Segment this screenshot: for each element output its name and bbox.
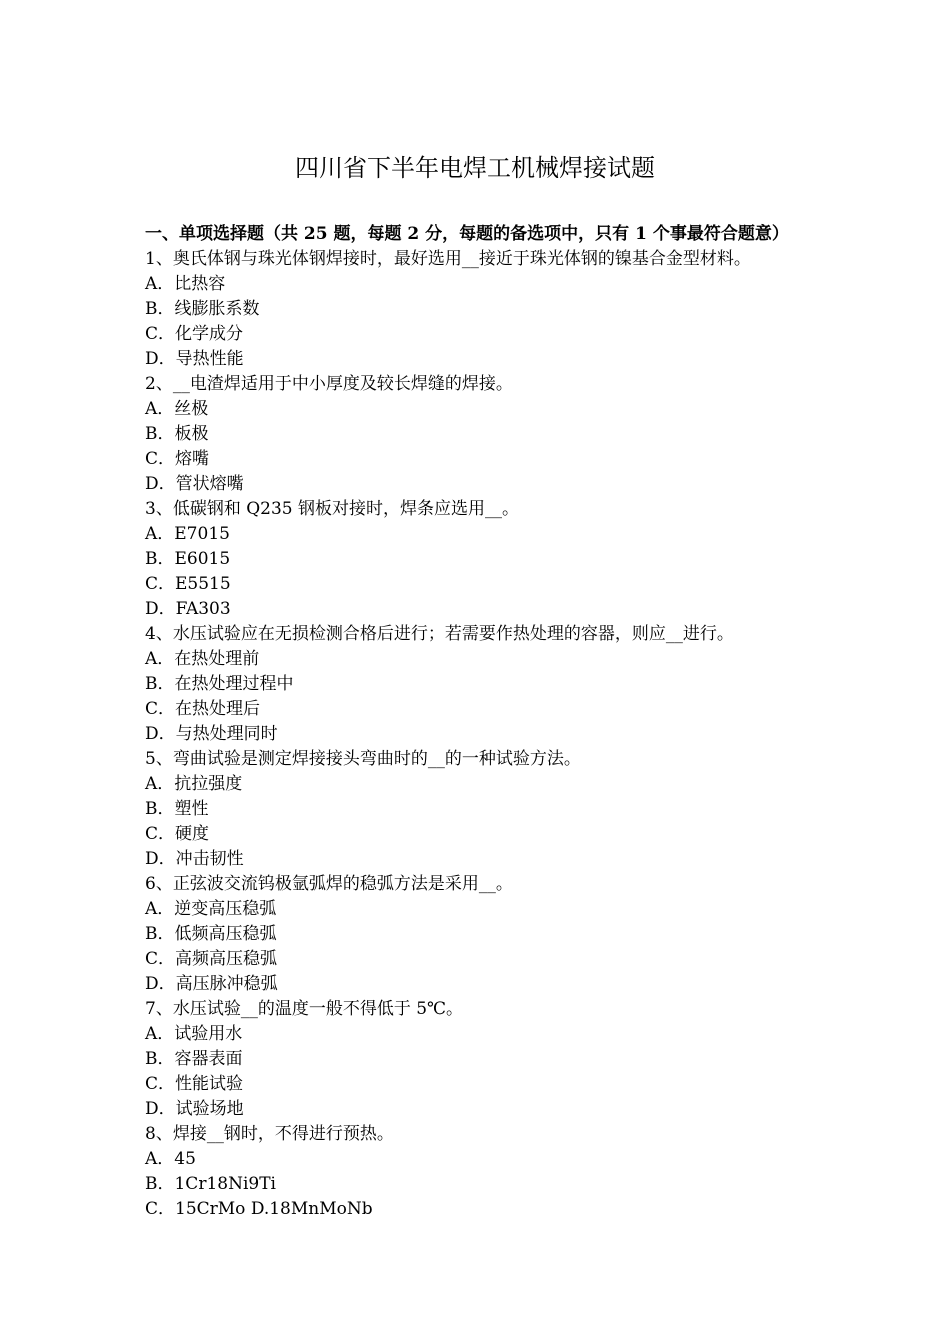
question-2: 2、__电渣焊适用于中小厚度及较长焊缝的焊接。 xyxy=(145,374,513,394)
option-6-b: B．低频高压稳弧 xyxy=(145,924,277,944)
question-list xyxy=(145,247,865,1222)
option-2-c: C．熔嘴 xyxy=(145,449,210,469)
option-4-d: D．与热处理同时 xyxy=(145,724,278,744)
option-3-a: A．E7015 xyxy=(145,524,230,544)
option-5-c: C．硬度 xyxy=(145,824,210,844)
question-3: 3、低碳钢和 Q235 钢板对接时，焊条应选用__。 xyxy=(145,499,520,519)
option-3-d: D．FA303 xyxy=(145,599,231,619)
option-3-c: C．E5515 xyxy=(145,574,231,594)
option-7-a: A．试验用水 xyxy=(145,1024,243,1044)
question-4: 4、水压试验应在无损检测合格后进行；若需要作热处理的容器，则应__进行。 xyxy=(145,624,734,644)
question-8: 8、焊接__钢时，不得进行预热。 xyxy=(145,1124,394,1144)
option-6-d: D．高压脉冲稳弧 xyxy=(145,974,278,994)
option-6-c: C．高频高压稳弧 xyxy=(145,949,278,969)
option-4-c: C．在热处理后 xyxy=(145,699,261,719)
question-6: 6、正弦波交流钨极氩弧焊的稳弧方法是采用__。 xyxy=(145,874,513,894)
option-5-a: A．抗拉强度 xyxy=(145,774,243,794)
option-3-b: B．E6015 xyxy=(145,549,231,569)
option-1-d: D．导热性能 xyxy=(145,349,244,369)
option-1-c: C．化学成分 xyxy=(145,324,244,344)
option-4-a: A．在热处理前 xyxy=(145,649,260,669)
option-5-d: D．冲击韧性 xyxy=(145,849,244,869)
option-2-b: B．板极 xyxy=(145,424,209,444)
option-7-c: C．性能试验 xyxy=(145,1074,244,1094)
option-1-a: A．比热容 xyxy=(145,274,226,294)
option-6-a: A．逆变高压稳弧 xyxy=(145,899,277,919)
option-5-b: B．塑性 xyxy=(145,799,209,819)
question-5: 5、弯曲试验是测定焊接接头弯曲时的__的一种试验方法。 xyxy=(145,749,581,769)
option-4-b: B．在热处理过程中 xyxy=(145,674,294,694)
question-1: 1、奥氏体钢与珠光体钢焊接时，最好选用__接近于珠光体钢的镍基合金型材料。 xyxy=(145,249,751,269)
option-2-d: D．管状熔嘴 xyxy=(145,474,244,494)
question-7: 7、水压试验__的温度一般不得低于 5℃。 xyxy=(145,999,464,1019)
section-heading: 一、单项选择题（共 25 题，每题 2 分，每题的备选项中，只有 1 个事最符合题意） xyxy=(145,224,789,244)
option-8-c-d: C．15CrMo D.18MnMoNb xyxy=(145,1199,373,1219)
option-7-b: B．容器表面 xyxy=(145,1049,243,1069)
option-7-d: D．试验场地 xyxy=(145,1099,244,1119)
option-8-b: B．1Cr18Ni9Ti xyxy=(145,1174,276,1194)
option-2-a: A．丝极 xyxy=(145,399,209,419)
option-1-b: B．线膨胀系数 xyxy=(145,299,260,319)
document-title: 四川省下半年电焊工机械焊接试题 xyxy=(295,154,655,182)
option-8-a: A．45 xyxy=(145,1149,196,1169)
